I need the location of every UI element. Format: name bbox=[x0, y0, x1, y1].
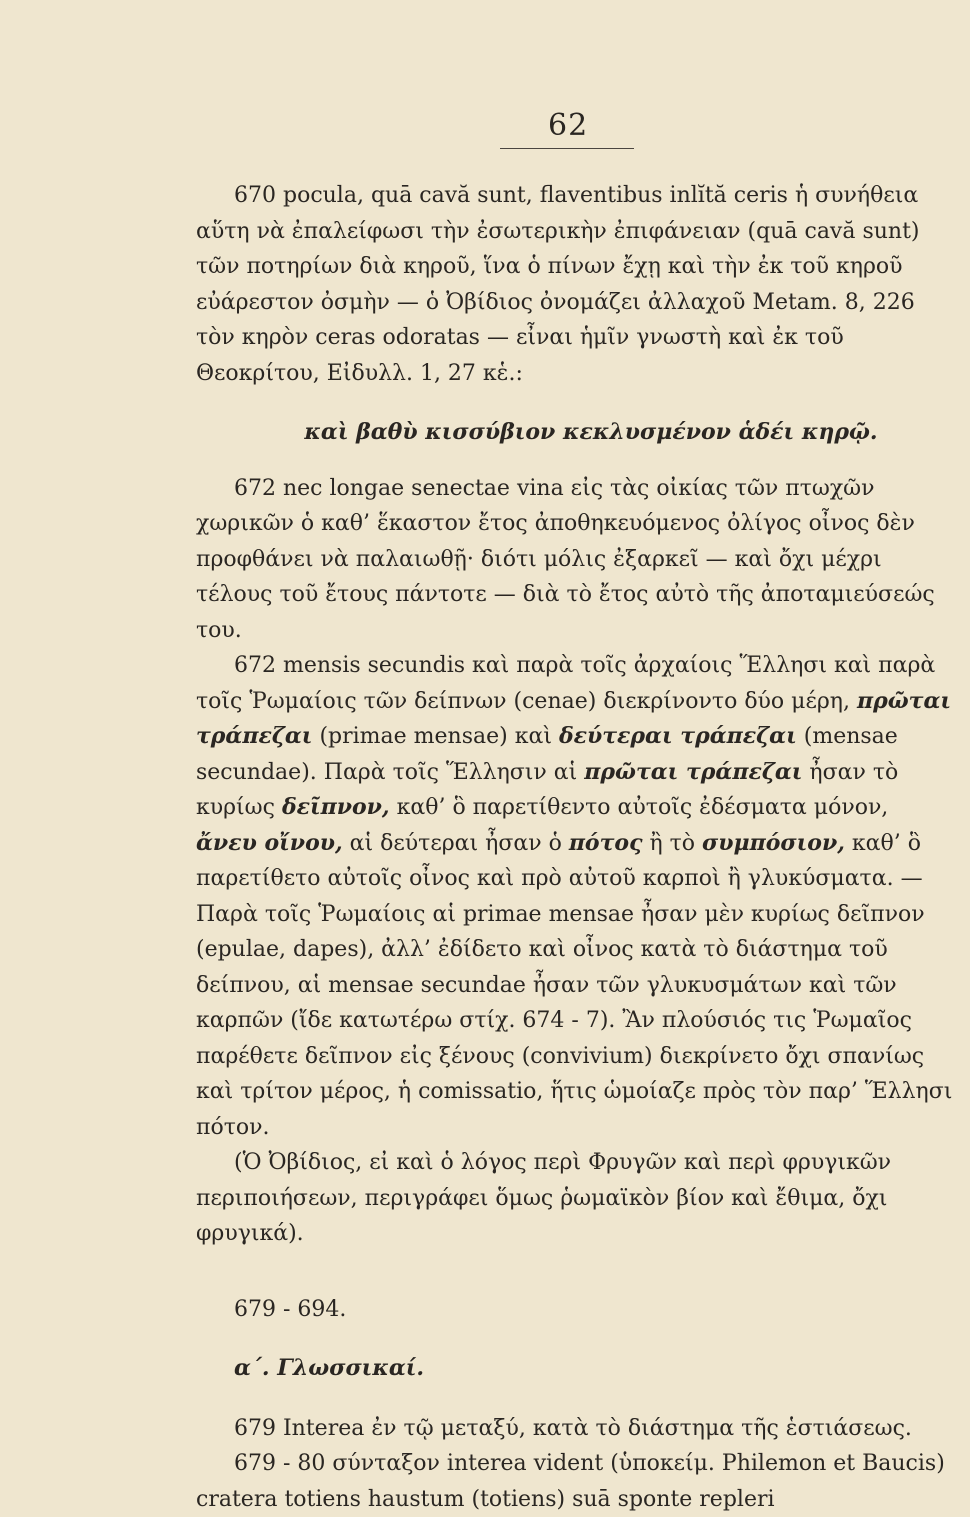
bold-term: δεύτεραι τράπεζαι bbox=[558, 723, 797, 749]
paragraph-672-nec: 672 nec longae senectae vina εἰς τὰς οἰκίας τῶν πτωχῶν χωρικῶν ὁ καθ’ ἕκαστον ἔτος ἀποθηκευόμενος ὀλίγος οἶνος δὲν προφθάνει νὰ παλαιωθῇ· διότι μόλις ἐξαρκεῖ — καὶ ὄχι μέχρι τέλους τοῦ ἔτους πάντοτε — διὰ τὸ ἔτος αὐτὸ τῆς ἀποταμιεύσεώς του. bbox=[196, 475, 935, 643]
bold-term: συμπόσιον, bbox=[702, 829, 845, 856]
page-body bbox=[196, 178, 956, 1517]
text-run: ἢ τὸ bbox=[642, 830, 703, 856]
paragraph-672-mensis bbox=[196, 648, 956, 1145]
bold-term: πότος bbox=[568, 829, 643, 856]
text-run: 672 mensis secundis καὶ παρὰ τοῖς ἀρχαίοις Ἕλλησι καὶ παρὰ τοῖς Ῥωμαίοις τῶν δείπνων (cenae) διεκρίνοντο δύο μέρη, bbox=[196, 653, 936, 714]
page-number: 62 bbox=[548, 108, 589, 143]
header-rule bbox=[500, 148, 634, 149]
text-run: ἦσαν τὸ κυρίως bbox=[196, 759, 899, 820]
text-run: καθ’ ὃ παρετίθετο αὐτοῖς οἶνος καὶ πρὸ αὐτοῦ καρποὶ ἢ γλυκύσματα. — Παρὰ τοῖς Ῥωμαίοις αἱ primae mensae ἦσαν μὲν κυρίως δεῖπνον (epulae, dapes), ἀλλ’ ἐδίδετο καὶ οἶνος κατὰ τὸ διάστημα τοῦ δείπνου, αἱ mensae secundae ἦσαν τῶν γλυκυσμάτων καὶ τῶν καρπῶν (ἴδε κατωτέρω στίχ. 674 - 7). Ἂν πλούσιός τις Ῥωμαῖος παρέθετε δεῖπνον εἰς ξένους (convivium) διεκρίνετο ὄχι σπανίως καὶ τρίτον μέρος, ἡ comissatio, ἥτις ὡμοίαζε πρὸς τὸν παρ’ Ἕλλησι πότον. bbox=[196, 830, 953, 1140]
text-run: καθ’ ὃ παρετίθεντο αὐτοῖς ἐδέσματα μόνον, bbox=[389, 795, 889, 820]
bold-term: δεῖπνον, bbox=[281, 794, 390, 820]
bold-term: πρῶται τράπεζαι bbox=[196, 687, 952, 749]
section-subheading: α΄. Γλωσσικαί. bbox=[234, 1355, 425, 1381]
bold-term: πρῶται τράπεζαι bbox=[584, 758, 803, 785]
paragraph-obidios-note: (Ὁ Ὀβίδιος, εἰ καὶ ὁ λόγος περὶ Φρυγῶν καὶ περὶ φρυγικῶν περιποιήσεων, περιγράφει ὅμως ῥωμαϊκὸν βίον καὶ ἔθιμα, ὄχι φρυγικά). bbox=[196, 1150, 892, 1246]
text-run: αἱ δεύτεραι ἦσαν ὁ bbox=[342, 830, 569, 856]
bold-term: ἄνευ οἴνου, bbox=[196, 829, 343, 856]
paragraph-679-80: 679 - 80 σύνταξον interea vident (ὑποκείμ. Philemon et Baucis) cratera totiens haustum (totiens) suā sponte repleri bbox=[196, 1451, 945, 1512]
text-run: (mensae secundae). Παρὰ τοῖς Ἕλλησιν αἱ bbox=[196, 724, 898, 785]
text-run: (primae mensae) καὶ bbox=[312, 724, 559, 749]
theocritus-quote: καὶ βαθὺ κισσύβιον κεκλυσμένον ἁδέι κηρῷ. bbox=[304, 419, 878, 445]
range-reference: 679 - 694. bbox=[234, 1296, 347, 1322]
paragraph-679: 679 Interea ἐν τῷ μεταξύ, κατὰ τὸ διάστημα τῆς ἑστιάσεως. bbox=[234, 1415, 912, 1441]
paragraph-670: 670 pocula, quā cavă sunt, flaventibus inlĭtă ceris ἡ συνήθεια αὕτη νὰ ἐπαλείφωσι τὴν ἐσωτερικὴν ἐπιφάνειαν (quā cavă sunt) τῶν ποτηρίων διὰ κηροῦ, ἵνα ὁ πίνων ἔχῃ καὶ τὴν ἐκ τοῦ κηροῦ εὐάρεστον ὀσμὴν — ὁ Ὀβίδιος ὀνομάζει ἀλλαχοῦ Metam. 8, 226 τὸν κηρὸν ceras odoratas — εἶναι ἡμῖν γνωστὴ καὶ ἐκ τοῦ Θεοκρίτου, Εἰδυλλ. 1, 27 κἑ.: bbox=[196, 183, 920, 386]
